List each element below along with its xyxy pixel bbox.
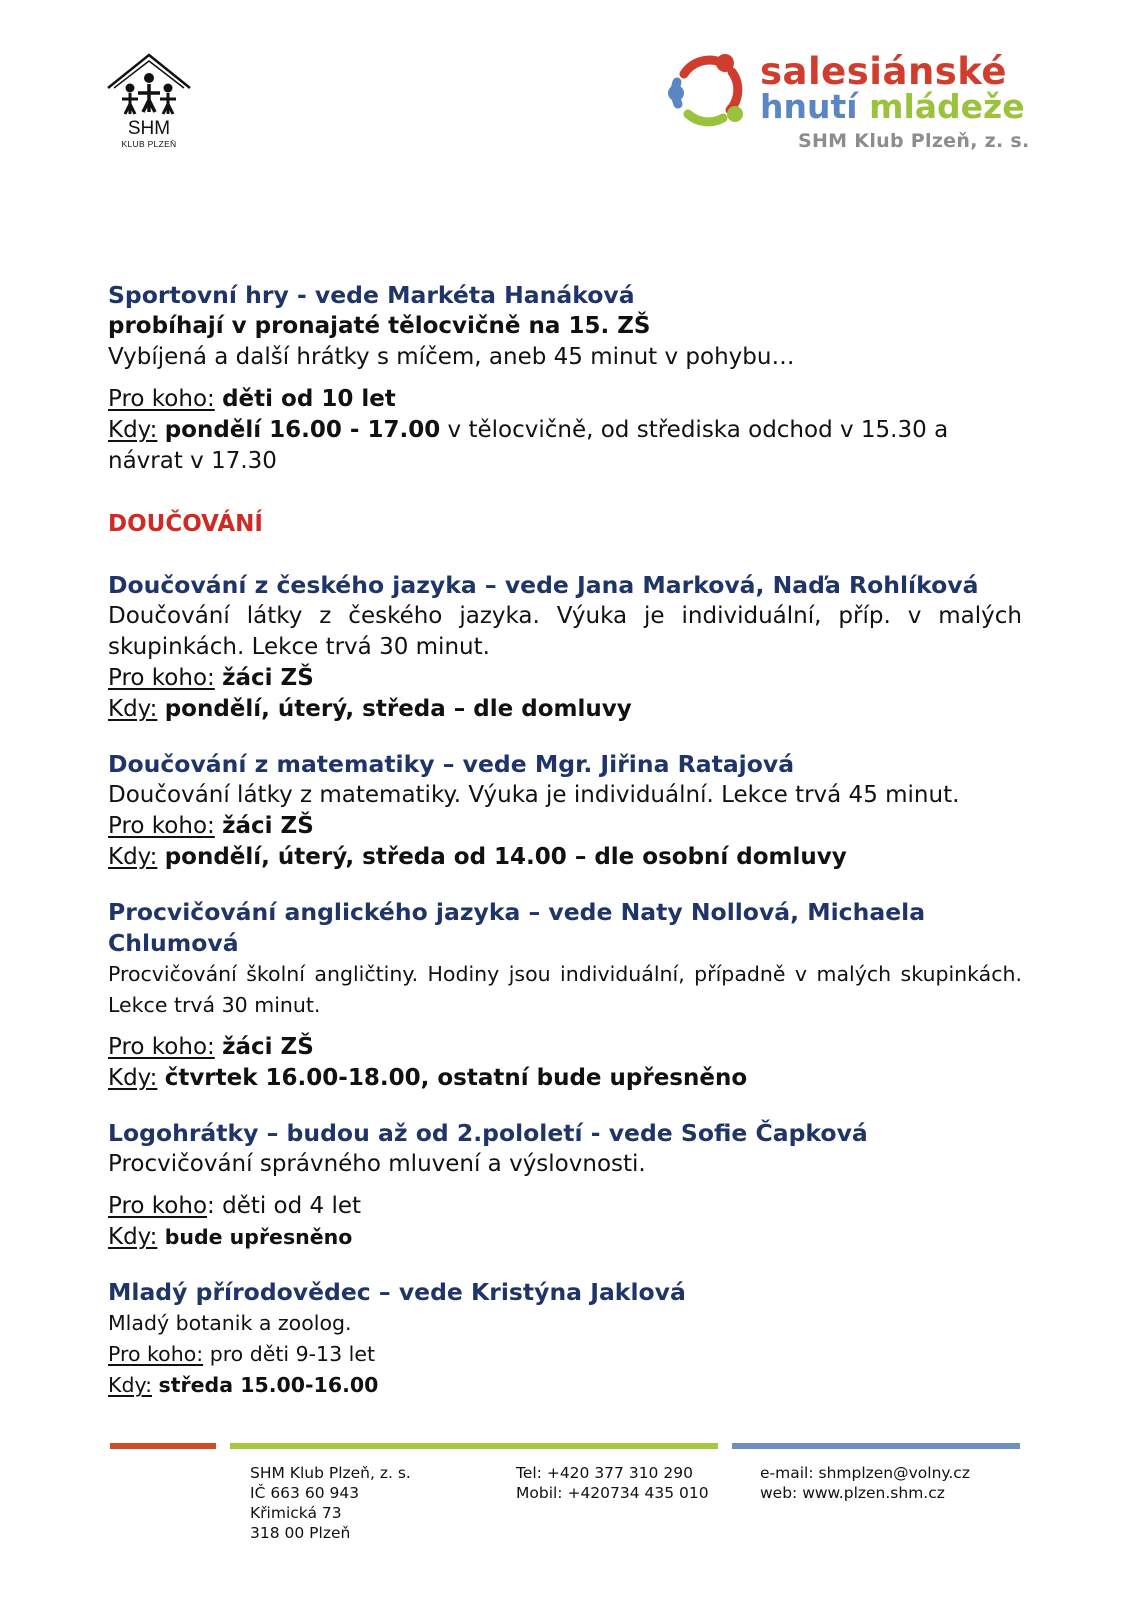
- footer-address-line: IČ 663 60 943: [250, 1484, 360, 1502]
- logo-when: [108, 1222, 1022, 1253]
- salesianske-hnuti-logo: [668, 52, 1038, 162]
- math-for-value: žáci ZŠ: [222, 813, 314, 839]
- math-title: Doučování z matematiky – vede Mgr. Jiřina Ratajová: [108, 750, 795, 778]
- english-when-label: Kdy:: [108, 1065, 158, 1091]
- czech-when: [108, 694, 1022, 725]
- logo-left-line1: SHM: [127, 118, 171, 139]
- logo-when-value: bude upřesněno: [164, 1225, 353, 1249]
- nature-when-label: Kdy:: [108, 1373, 153, 1397]
- section-czech: [108, 570, 1022, 725]
- english-when-value: čtvrtek 16.00-18.00, ostatní bude upřesněno: [164, 1065, 748, 1091]
- footer-online: [760, 1463, 970, 1503]
- footer-address-line: SHM Klub Plzeň, z. s.: [250, 1464, 411, 1482]
- sport-when-rest: v tělocvičně, od střediska odchod v 15.30 a návrat v 17.30: [108, 417, 949, 474]
- logo-left-line2: KLUB PLZEŇ: [121, 139, 177, 149]
- footer-bar-red: [110, 1443, 216, 1449]
- footer-email: e-mail: shmplzen@volny.cz: [760, 1464, 970, 1482]
- sport-desc: Vybíjená a další hrátky s míčem, aneb 45 minut v pohybu…: [108, 344, 795, 370]
- math-for: [108, 811, 1022, 842]
- footer-phones: [516, 1463, 709, 1503]
- sport-for-value: děti od 10 let: [222, 386, 396, 412]
- nature-title: Mladý přírodovědec – vede Kristýna Jaklová: [108, 1278, 686, 1306]
- english-desc: Procvičování školní angličtiny. Hodiny jsou individuální, případně v malých skupinkách. Lekce trvá 30 minut.: [108, 962, 1022, 1017]
- section-nature: [108, 1277, 1022, 1401]
- czech-when-label: Kdy:: [108, 696, 158, 722]
- doucovani-heading: DOUČOVÁNÍ: [108, 511, 263, 537]
- logo-right-line2b: mládeže: [869, 87, 1025, 126]
- nature-desc: Mladý botanik a zoolog.: [108, 1311, 352, 1335]
- footer-address-line: Křimická 73: [250, 1504, 342, 1522]
- math-when: [108, 842, 1022, 873]
- sport-when-value: pondělí 16.00 - 17.00: [164, 417, 441, 443]
- activity-list: [108, 280, 1022, 1401]
- math-desc: Doučování látky z matematiky. Výuka je individuální. Lekce trvá 45 minut.: [108, 782, 960, 808]
- logo-for-label: Pro koho: [108, 1193, 208, 1219]
- section-logo: [108, 1118, 1022, 1253]
- english-for: [108, 1032, 1022, 1063]
- logo-right-line2: [760, 89, 1025, 125]
- sport-when-label: Kdy:: [108, 417, 158, 443]
- shm-klub-plzen-logo: [104, 52, 194, 162]
- house-family-icon: [104, 52, 194, 122]
- nature-when-value: středa 15.00-16.00: [158, 1373, 379, 1397]
- section-english: [108, 897, 1022, 1094]
- czech-for-label: Pro koho:: [108, 665, 215, 691]
- footer-bar-blue: [732, 1443, 1020, 1449]
- english-for-label: Pro koho:: [108, 1034, 215, 1060]
- nature-for: [108, 1339, 1022, 1370]
- footer-address: [250, 1463, 411, 1543]
- footer-phone: Tel: +420 377 310 290: [516, 1464, 693, 1482]
- czech-title: Doučování z českého jazyka – vede Jana Marková, Naďa Rohlíková: [108, 571, 979, 599]
- nature-when: [108, 1370, 1022, 1401]
- logo-title: Logohrátky – budou až od 2.pololetí - vede Sofie Čapková: [108, 1119, 868, 1147]
- math-when-value: pondělí, úterý, středa od 14.00 – dle osobní domluvy: [164, 844, 847, 870]
- czech-when-value: pondělí, úterý, středa – dle domluvy: [164, 696, 632, 722]
- footer-bar-green: [230, 1443, 718, 1449]
- sport-when: [108, 415, 1022, 477]
- english-when: [108, 1063, 1022, 1094]
- footer-web: web: www.plzen.shm.cz: [760, 1484, 945, 1502]
- section-sport: [108, 280, 1022, 477]
- math-when-label: Kdy:: [108, 844, 158, 870]
- logo-for: [108, 1191, 1022, 1222]
- logo-right-line3: SHM Klub Plzeň, z. s.: [798, 130, 1030, 152]
- sport-title: Sportovní hry - vede Markéta Hanáková: [108, 281, 635, 309]
- nature-for-value: pro děti 9-13 let: [203, 1342, 375, 1366]
- english-for-value: žáci ZŠ: [222, 1034, 314, 1060]
- ring-people-icon: [668, 52, 754, 132]
- logo-when-label: Kdy:: [108, 1224, 158, 1250]
- math-for-label: Pro koho:: [108, 813, 215, 839]
- czech-for-value: žáci ZŠ: [222, 665, 314, 691]
- czech-for: [108, 663, 1022, 694]
- nature-for-label: Pro koho:: [108, 1342, 204, 1366]
- logo-desc: Procvičování správného mluvení a výslovnosti.: [108, 1151, 646, 1177]
- sport-for-label: Pro koho:: [108, 386, 215, 412]
- section-math: [108, 749, 1022, 873]
- sport-place: probíhají v pronajaté tělocvičně na 15. ZŠ: [108, 313, 651, 339]
- logo-right-line2a: hnutí: [760, 87, 858, 126]
- english-title: Procvičování anglického jazyka – vede Naty Nollová, Michaela Chlumová: [108, 898, 926, 957]
- footer-address-line: 318 00 Plzeň: [250, 1524, 351, 1542]
- logo-for-value: : děti od 4 let: [207, 1193, 362, 1219]
- czech-desc: Doučování látky z českého jazyka. Výuka je individuální, příp. v malých skupinkách. Lekce trvá 30 minut.: [108, 603, 1022, 660]
- sport-for: [108, 384, 1022, 415]
- logo-right-line1: salesiánské: [760, 50, 1008, 93]
- footer-mobile: Mobil: +420734 435 010: [516, 1484, 709, 1502]
